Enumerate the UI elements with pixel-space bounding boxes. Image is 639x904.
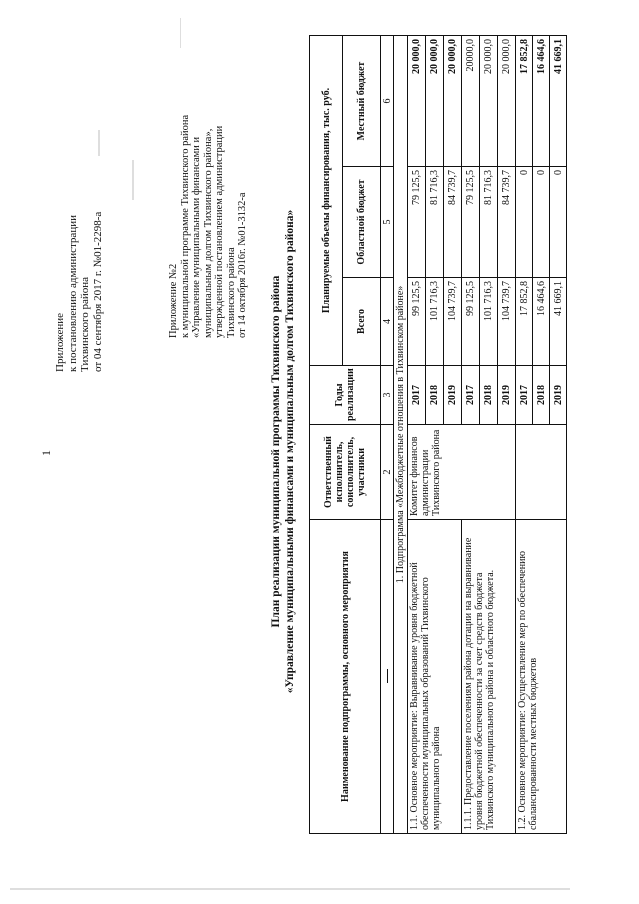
total-cell: 41 669,1 (550, 278, 567, 366)
regional-cell: 0 (533, 167, 550, 278)
local-cell: 20 000,0 (480, 35, 498, 166)
appendix-line: муниципальным долгом Тихвинского района», (202, 128, 214, 338)
total-cell: 17 852,8 (516, 278, 533, 366)
appendix-line: от 14 октября 2016г. №01-3132-а (237, 192, 248, 338)
appendix-line: к муниципальной программе Тихвинского района (179, 114, 191, 338)
regional-cell: 0 (516, 167, 533, 278)
appendix-line: Приложение №2 (168, 263, 179, 338)
regional-cell: 84 739,7 (498, 167, 516, 278)
local-cell: 20 000,0 (498, 35, 516, 166)
year-cell: 2017 (516, 366, 533, 425)
column-number: 4 (381, 278, 394, 366)
executor-cell: Комитет финансов администрации Тихвинского района (408, 425, 516, 520)
approval-line: от 04 сентября 2017 г. №01-2298-а (91, 211, 104, 372)
measure-name: 1.1. Основное мероприятие: Выравнивание уровня бюджетной обеспеченности муниципальных образований Тихвинского муниципального района (408, 520, 462, 834)
total-cell: 99 125,5 (408, 278, 426, 366)
total-cell: 99 125,5 (462, 278, 480, 366)
header-regional-budget: Областной бюджет (343, 167, 381, 278)
regional-cell: 79 125,5 (408, 167, 426, 278)
total-cell: 104 739,7 (444, 278, 462, 366)
local-cell: 16 464,6 (533, 35, 550, 166)
appendix-line: Тихвинского района (225, 247, 237, 338)
local-cell: 20 000,0 (426, 35, 444, 166)
measure-name: 1.1.1. Предоставление поселениям района дотации на выравнивание уровня бюджетной обеспеченности за счет средств бюджета Тихвинского муниципального района и областного бюджета. (462, 520, 516, 834)
regional-cell: 0 (550, 167, 567, 278)
executor-cell-empty (516, 425, 567, 520)
year-cell: 2017 (408, 366, 426, 425)
scan-artifact (10, 888, 570, 890)
appendix-line: утвержденной постановлением администрации (214, 125, 225, 338)
regional-cell: 79 125,5 (462, 167, 480, 278)
local-cell: 41 669,1 (550, 35, 567, 166)
local-cell: 17 852,8 (516, 35, 533, 166)
page-number: 1 (39, 450, 53, 456)
regional-cell: 84 739,7 (444, 167, 462, 278)
column-number: 6 (381, 35, 394, 166)
column-number (381, 520, 394, 834)
approval-line: Приложение (54, 312, 66, 372)
regional-cell: 81 716,3 (480, 167, 498, 278)
section-title: 1. Подпрограмма «Межбюджетные отношения в Тихвинском районе» (394, 35, 408, 833)
year-cell: 2018 (533, 366, 550, 425)
header-years: Годы реализации (310, 366, 381, 425)
header-total: Всего (343, 278, 381, 366)
plan-title (270, 29, 297, 874)
approval-line: к постановлению администрации (66, 215, 79, 372)
approval-line: Тихвинского района (79, 277, 91, 372)
column-number: 3 (381, 366, 394, 425)
header-planned-funding: Планируемые объемы финансирования, тыс. руб. (310, 35, 343, 365)
scan-artifact (132, 160, 134, 200)
plan-table (309, 35, 567, 834)
local-cell: 20 000,0 (408, 35, 426, 166)
regional-cell: 81 716,3 (426, 167, 444, 278)
local-cell: 20000,0 (462, 35, 480, 166)
year-cell: 2018 (426, 366, 444, 425)
total-cell: 101 716,3 (426, 278, 444, 366)
appendix-line: «Управление муниципальными финансами и (191, 136, 202, 338)
header-name: Наименование подпрограммы, основного мероприятия (310, 520, 381, 834)
total-cell: 16 464,6 (533, 278, 550, 366)
scan-artifact (180, 18, 181, 48)
year-cell: 2019 (550, 366, 567, 425)
local-cell: 20 000,0 (444, 35, 462, 166)
year-cell: 2019 (444, 366, 462, 425)
appendix-note (168, 115, 249, 338)
plan-title-line-1: План реализации муниципальной программы Тихвинского района (270, 275, 282, 628)
plan-title-line-2: «Управление муниципальными финансами и муниципальным долгом Тихвинского района» (283, 209, 296, 694)
scan-artifact (98, 130, 100, 156)
header-executor: Ответственный исполнитель, соисполнитель, участники (310, 425, 381, 520)
year-cell: 2017 (462, 366, 480, 425)
measure-name: 1.2. Основное мероприятие: Осуществление мер по обеспечению сбалансированности местных бюджетов (516, 520, 567, 834)
column-number: 5 (381, 167, 394, 278)
column-number: 2 (381, 425, 394, 520)
total-cell: 104 739,7 (498, 278, 516, 366)
year-cell: 2018 (480, 366, 498, 425)
total-cell: 101 716,3 (480, 278, 498, 366)
header-local-budget: Местный бюджет (343, 35, 381, 166)
year-cell: 2019 (498, 366, 516, 425)
approval-note (54, 212, 104, 372)
